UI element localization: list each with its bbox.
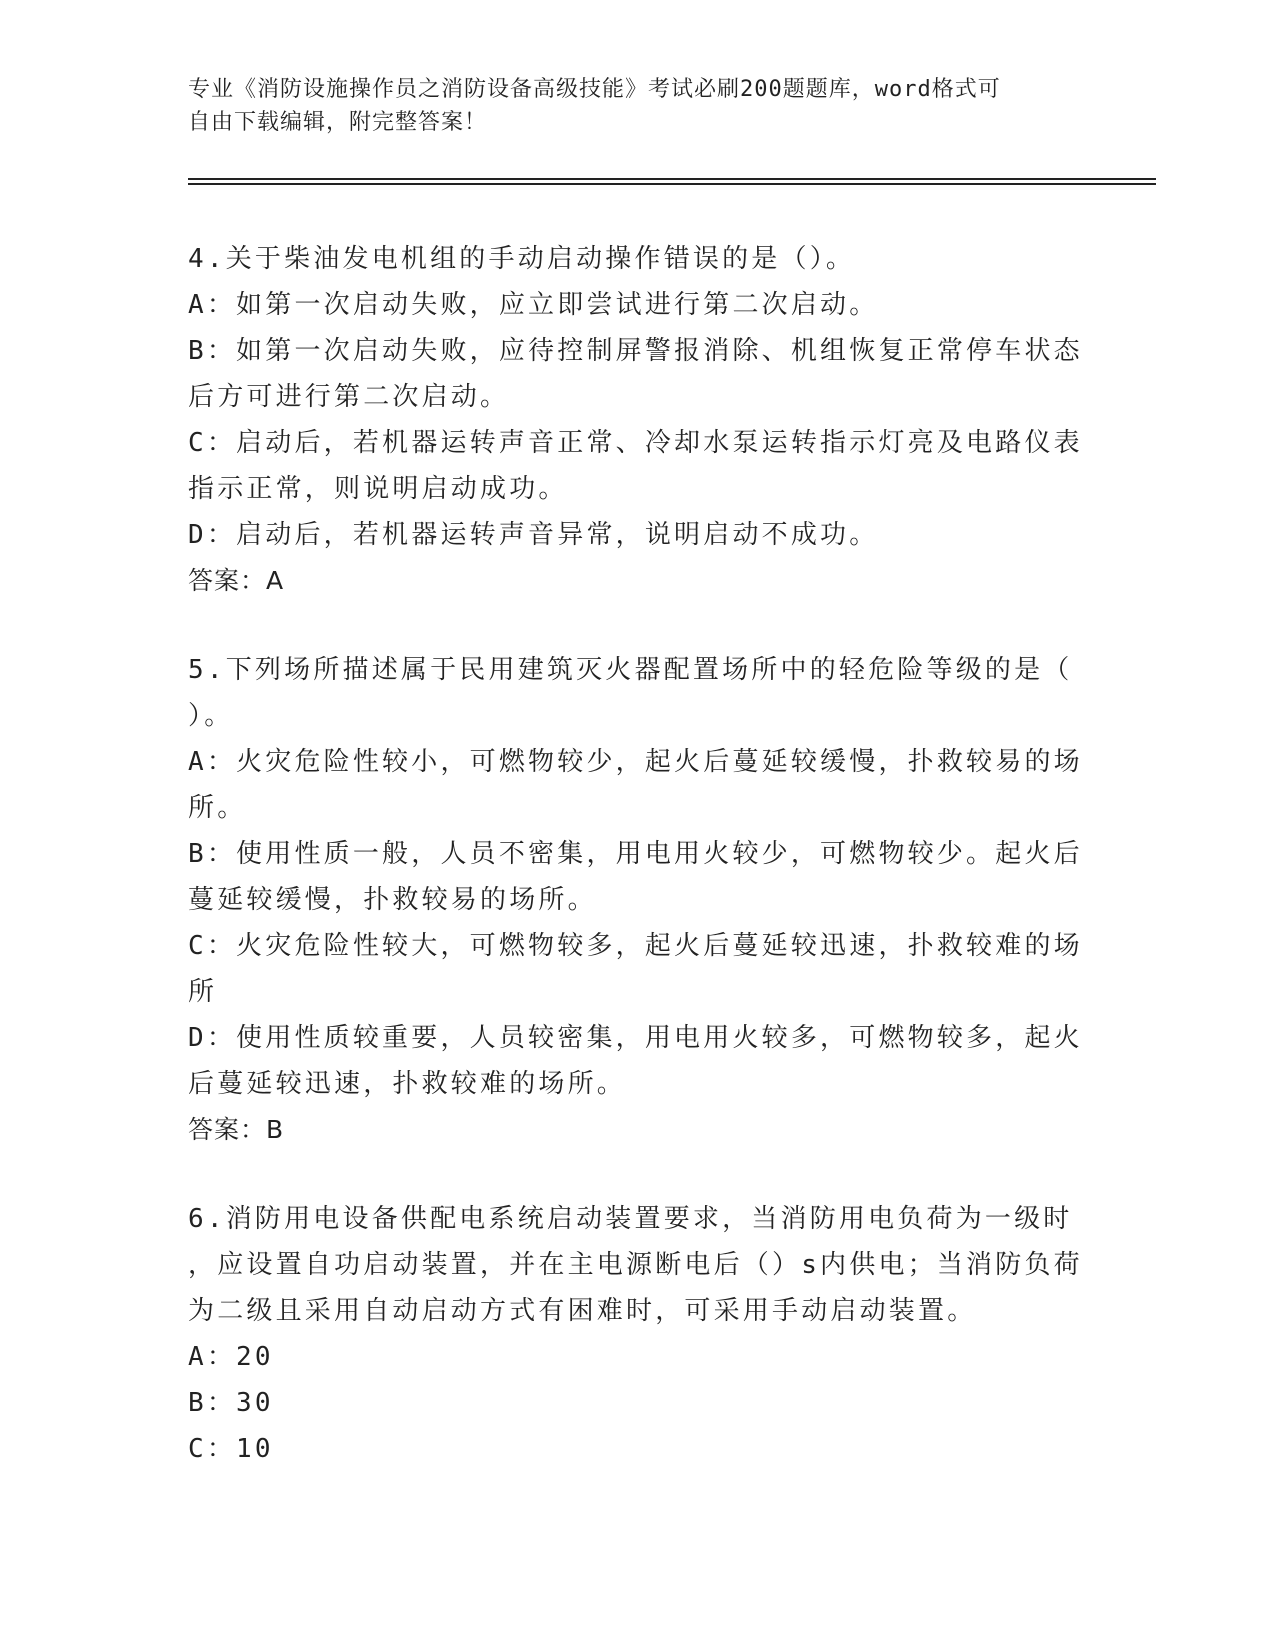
answer-option [188,1015,1088,1107]
question-block [188,1196,1088,1472]
answer-option-line: 指示正常，则说明启动成功。 [188,474,568,504]
answer-option-line: C：启动后，若机器运转声音正常、冷却水泵运转指示灯亮及电路仪表 [188,428,1083,458]
answer-option [188,923,1088,1015]
answer-option-line: C：火灾危险性较大，可燃物较多，起火后蔓延较迅速，扑救较难的场 [188,931,1083,961]
header-divider-top [188,178,1156,180]
answer-option-line: 后蔓延较迅速，扑救较难的场所。 [188,1069,627,1099]
answer-key: 答案：A [188,566,285,595]
answer-option [188,831,1088,923]
question-list [188,236,1088,1515]
header-line-2: 自由下载编辑，附完整答案！ [188,110,488,135]
answer-option-line: B：30 [188,1388,274,1418]
answer-option-line: B：如第一次启动失败，应待控制屏警报消除、机组恢复正常停车状态 [188,336,1083,366]
question-block [188,647,1088,1153]
answer-option [188,512,1088,558]
answer-key: 答案：B [188,1115,285,1144]
question-stem-line: ，应设置自功启动装置，并在主电源断电后（）s内供电；当消防负荷 [188,1250,1083,1280]
answer-option [188,739,1088,831]
answer-option [188,1426,1088,1472]
answer-option-line: B：使用性质一般，人员不密集，用电用火较少，可燃物较少。起火后 [188,839,1083,869]
answer-option-line: A：如第一次启动失败，应立即尝试进行第二次启动。 [188,290,879,320]
question-stem-line: 5.下列场所描述属于民用建筑灭火器配置场所中的轻危险等级的是（ [188,655,1073,685]
answer-option [188,328,1088,420]
answer-option-line: C：10 [188,1434,274,1464]
question-stem-line: 6.消防用电设备供配电系统启动装置要求，当消防用电负荷为一级时 [188,1204,1073,1234]
question-stem-line: 为二级且采用自动启动方式有困难时，可采用手动启动装置。 [188,1296,977,1326]
header-divider-bottom [188,183,1156,185]
answer-option-line: 所。 [188,793,247,823]
answer-option-line: A：20 [188,1342,274,1372]
answer-option [188,1334,1088,1380]
answer-option-line: 所 [188,977,218,1007]
question-stem-line: ）。 [188,701,234,731]
header-line-1: 专业《消防设施操作员之消防设备高级技能》考试必刷200题题库，word格式可 [188,77,1001,102]
answer-option-line: A：火灾危险性较小，可燃物较少，起火后蔓延较缓慢，扑救较易的场 [188,747,1083,777]
answer-option [188,282,1088,328]
answer-option [188,1380,1088,1426]
answer-option-line: 后方可进行第二次启动。 [188,382,510,412]
question-block [188,236,1088,604]
answer-option-line: D：启动后，若机器运转声音异常，说明启动不成功。 [188,520,879,550]
document-header [188,73,1088,139]
answer-option-line: 蔓延较缓慢，扑救较易的场所。 [188,885,597,915]
answer-option [188,420,1088,512]
answer-option-line: D：使用性质较重要，人员较密集，用电用火较多，可燃物较多，起火 [188,1023,1083,1053]
question-stem-line: 4.关于柴油发电机组的手动启动操作错误的是（）。 [188,244,856,274]
